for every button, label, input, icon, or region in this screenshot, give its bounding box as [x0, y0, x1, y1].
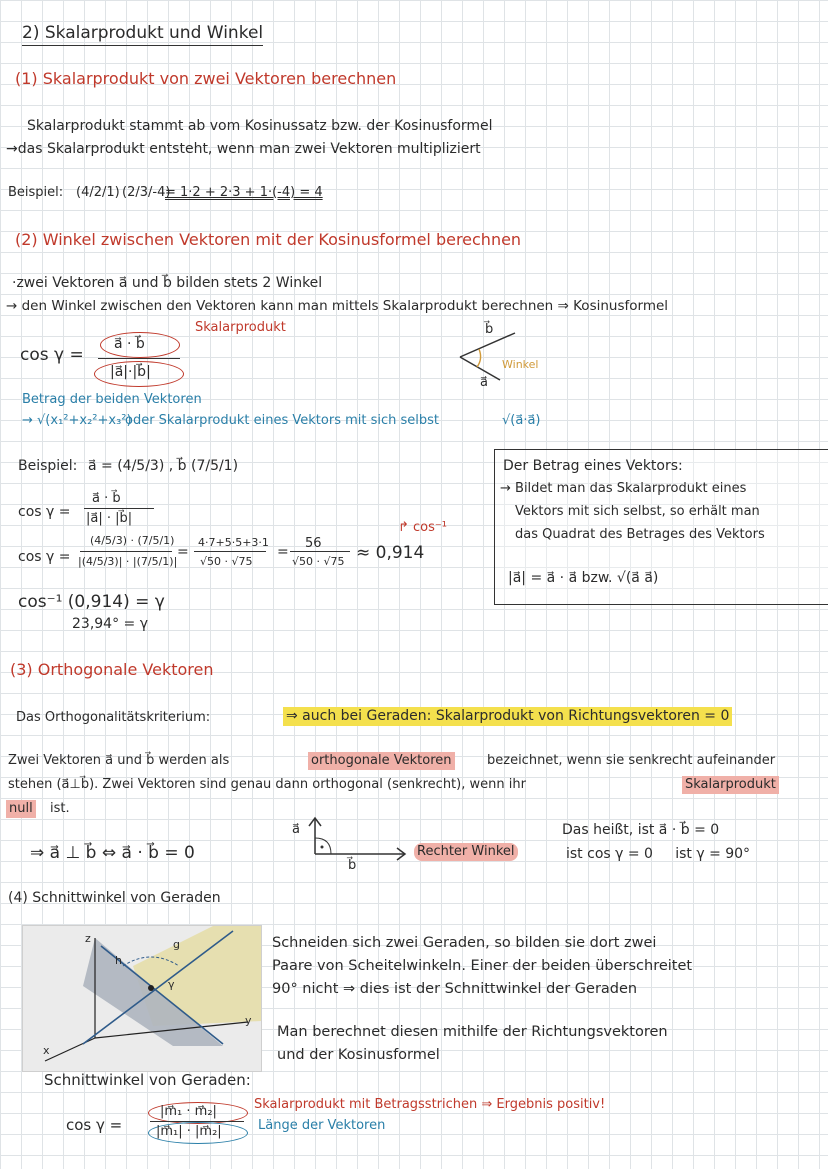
cos-line2-num: a⃗ · b⃗ — [92, 491, 121, 506]
sec1-example-vec2: (2/3/-4) — [122, 185, 171, 200]
cos-line2-lhs: cos γ = — [18, 504, 71, 520]
sec2-bullet1: ·zwei Vektoren a⃗ und b⃗ bilden stets 2 Winkel — [12, 275, 323, 291]
photo-gamma-label: γ — [168, 978, 175, 991]
cos-line3-num: (4/5/3) · (7/5/1) — [90, 534, 175, 547]
frac-line-2 — [84, 508, 154, 509]
para-highlight-orthogonal: orthogonale Vektoren — [308, 752, 455, 770]
orthogonal-formula: ⇒ a⃗ ⊥ b⃗ ⇔ a⃗ · b⃗ = 0 — [30, 843, 195, 863]
cos-approx: ≈ 0,914 — [356, 543, 425, 563]
sec4-text3: 90° nicht ⇒ dies ist der Schnittwinkel der Geraden — [272, 981, 638, 997]
arrow-cos-inverse: ↱ cos⁻¹ — [398, 520, 447, 535]
sec2-example-label: Beispiel: — [18, 458, 78, 474]
orthogonality-highlight: ⇒ auch bei Geraden: Skalarprodukt von Richtungsvektoren = 0 — [283, 707, 732, 726]
sec1-line2: →das Skalarprodukt entsteht, wenn man zwei Vektoren multipliziert — [6, 141, 481, 157]
frac-line-5 — [290, 551, 350, 552]
intersection-photo — [22, 925, 262, 1072]
cos-line2-den: |a⃗| · |b⃗| — [86, 511, 133, 526]
annotation-root-text: oder Skalarprodukt eines Vektors mit sich selbst — [125, 413, 440, 428]
para-line2: stehen (a⃗⊥b⃗). Zwei Vektoren sind genau dann orthogonal (senkrecht), wenn ihr — [8, 777, 526, 792]
figure-b-label: b⃗ — [485, 322, 494, 337]
orthogonality-label: Das Orthogonalitätskriterium: — [16, 710, 211, 725]
frac-line-4 — [194, 551, 266, 552]
right-angle-figure — [305, 812, 410, 872]
cos-line4-den: √50 · √75 — [200, 555, 253, 568]
para-highlight-skalarprodukt: Skalarprodukt — [682, 776, 779, 794]
cos-denominator: |a⃗|·|b⃗| — [110, 364, 151, 380]
right-angle-line2: ist cos γ = 0 ist γ = 90° — [566, 846, 751, 862]
sec1-line1: Skalarprodukt stammt ab vom Kosinussatz bzw. der Kosinusformel — [27, 118, 493, 134]
frac-line-3 — [80, 551, 172, 552]
sec1-example-calc: = 1·2 + 2·3 + 1·(-4) = 4 — [165, 185, 323, 200]
cos-line5-den: √50 · √75 — [292, 555, 345, 568]
inverse-cos-line: cos⁻¹ (0,914) = γ — [18, 592, 165, 612]
section-4-heading: (4) Schnittwinkel von Geraden — [8, 890, 221, 906]
cos-line3-lhs: cos γ = — [18, 549, 71, 565]
photo-x-label: x — [43, 1044, 50, 1057]
annotation-root-prefix: → √(x₁²+x₂²+x₃²) — [22, 413, 132, 428]
equals-2: = — [277, 544, 289, 560]
para-part2: bezeichnet, wenn sie senkrecht aufeinander — [487, 753, 776, 768]
box-line2: Vektors mit sich selbst, so erhält man — [515, 504, 760, 519]
cos-line5-num: 56 — [305, 536, 322, 551]
sec2-example-vectors: a⃗ = (4/5/3) , b⃗ (7/5/1) — [88, 458, 239, 474]
sec4-cos-lhs: cos γ = — [66, 1116, 123, 1134]
annotation-betrag: Betrag der beiden Vektoren — [22, 392, 202, 407]
cos-formula-lhs: cos γ = — [20, 345, 84, 365]
cos-numerator: a⃗ · b⃗ — [114, 336, 145, 352]
photo-z-label: z — [85, 932, 91, 945]
photo-y-label: y — [245, 1014, 252, 1027]
sec4-text5: und der Kosinusformel — [277, 1047, 440, 1063]
cos-line3-den: |(4/5/3)| · |(7/5/1)| — [78, 555, 178, 568]
photo-h-label: h — [115, 954, 122, 967]
sec4-subheading: Schnittwinkel von Geraden: — [44, 1071, 251, 1089]
box-line1: → Bildet man das Skalarprodukt eines — [500, 481, 747, 496]
sec4-text2: Paare von Scheitelwinkeln. Einer der beiden überschreitet — [272, 958, 693, 974]
sec4-text4: Man berechnet diesen mithilfe der Richtungsvektoren — [277, 1024, 668, 1040]
photo-g-label: g — [173, 938, 180, 951]
sec1-example-label: Beispiel: — [8, 185, 64, 200]
box-formula: |a⃗| = a⃗ · a⃗ bzw. √(a⃗ a⃗) — [508, 570, 659, 586]
right-angle-line1: Das heißt, ist a⃗ · b⃗ = 0 — [562, 822, 720, 838]
cos-line4-num: 4·7+5·5+3·1 — [198, 536, 269, 549]
sec2-bullet2: → den Winkel zwischen den Vektoren kann man mittels Skalarprodukt berechnen ⇒ Kosinusformel — [6, 298, 669, 314]
cos-fraction-line — [98, 358, 180, 359]
sec4-text1: Schneiden sich zwei Geraden, so bilden sie dort zwei — [272, 935, 657, 951]
sec4-denominator: |m⃗₁| · |m⃗₂| — [156, 1124, 222, 1139]
figure-winkel-label: Winkel — [502, 358, 539, 371]
section-2-heading: (2) Winkel zwischen Vektoren mit der Kosinusformel berechnen — [15, 230, 522, 249]
sec1-example-vec1: (4/2/1) — [76, 185, 120, 200]
annotation-skalarprodukt: Skalarprodukt — [195, 320, 286, 335]
right-angle-badge: Rechter Winkel — [414, 843, 518, 861]
box-line3: das Quadrat des Betrages des Vektors — [515, 527, 765, 542]
figure-a-label: a⃗ — [480, 375, 488, 390]
right-angle-a-label: a⃗ — [292, 822, 300, 837]
sec4-fraction-line — [150, 1121, 244, 1122]
section-1-heading: (1) Skalarprodukt von zwei Vektoren berechnen — [15, 69, 397, 88]
equals-1: = — [177, 544, 189, 560]
right-angle-b-label: b⃗ — [348, 858, 357, 873]
para-end: ist. — [50, 801, 70, 816]
angle-result: 23,94° = γ — [72, 616, 148, 632]
page-title: 2) Skalarprodukt und Winkel — [22, 23, 263, 46]
box-title: Der Betrag eines Vektors: — [503, 458, 683, 474]
section-3-heading: (3) Orthogonale Vektoren — [10, 660, 214, 679]
para-part1: Zwei Vektoren a⃗ und b⃗ werden als — [8, 753, 230, 768]
sec4-annotation-1: Skalarprodukt mit Betragsstrichen ⇒ Ergebnis positiv! — [254, 1097, 606, 1112]
sec4-numerator: |m⃗₁ · m⃗₂| — [160, 1104, 217, 1119]
para-highlight-null: null — [6, 800, 36, 818]
intersection-illustration — [23, 926, 261, 1071]
annotation-root-suffix: √(a⃗·a⃗) — [502, 413, 541, 428]
sec4-annotation-2: Länge der Vektoren — [258, 1118, 386, 1133]
